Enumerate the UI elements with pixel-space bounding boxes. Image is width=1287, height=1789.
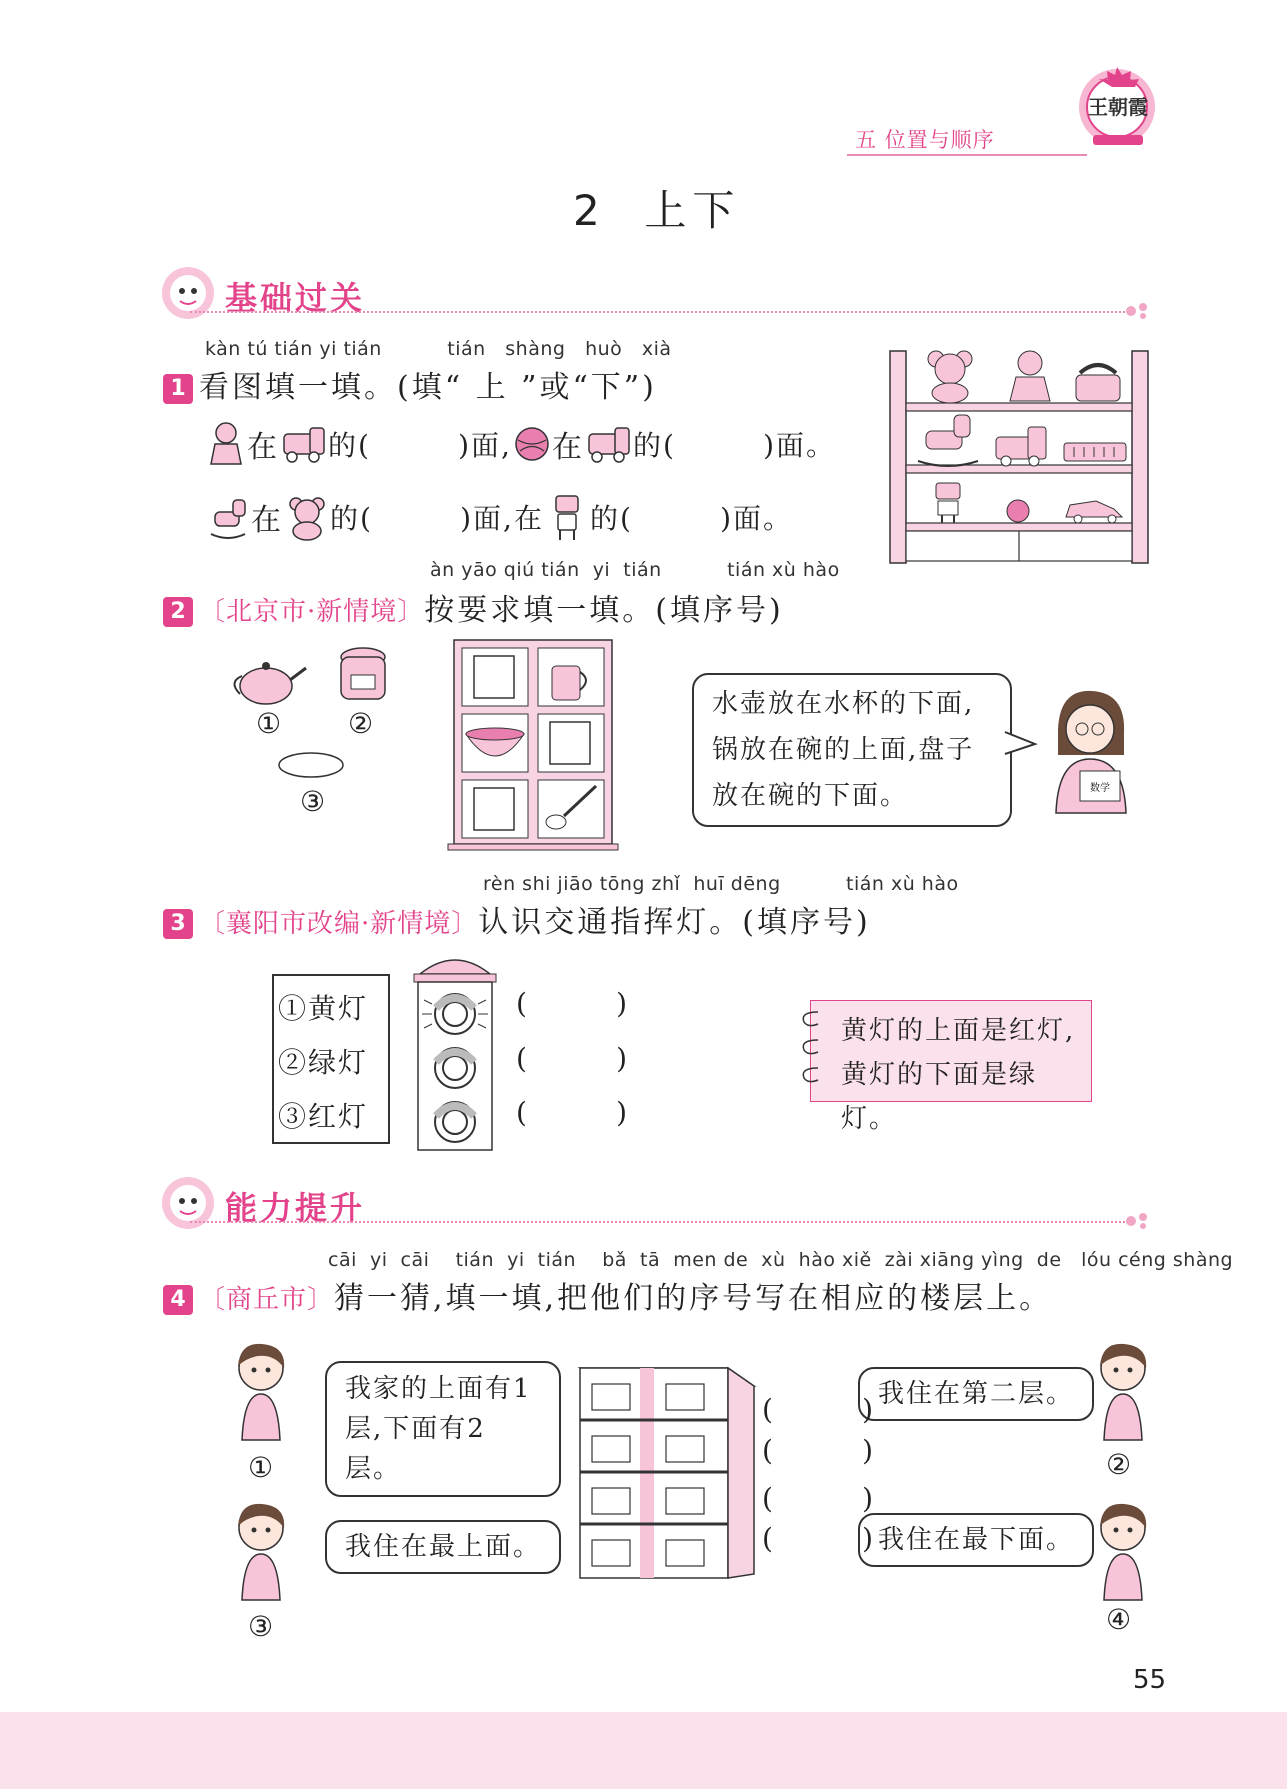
q4-label-2: ② [1106, 1448, 1132, 1481]
kettle-icon [228, 650, 308, 708]
q3-note-card: 黄灯的上面是红灯, 黄灯的下面是绿灯。 [810, 1000, 1092, 1102]
q1-text: 看图填一填。(填“ 上 ”或“下”) [199, 370, 657, 405]
girl-4-icon [1090, 1500, 1156, 1604]
q2-tag: 〔北京市·新情境〕 [199, 597, 425, 627]
q4-label-1: ① [248, 1451, 274, 1484]
q3-options-box [272, 974, 390, 1144]
option-yellow: ①黄灯 [278, 992, 369, 1025]
section-header-basic [160, 265, 1160, 325]
toy-train-icon [280, 424, 328, 464]
lesson-title: 2 上下 [573, 186, 741, 235]
telephone-shelf-icon [1076, 365, 1120, 401]
logo-text: 王朝霞 [1088, 95, 1148, 119]
q3-text: 认识交通指挥灯。(填序号) [478, 905, 871, 940]
robot-icon [544, 492, 590, 542]
logo-seal [1075, 65, 1160, 150]
q4-bubble-3: 我住在最上面。 [325, 1520, 561, 1574]
q4-bubble-2: 我住在第二层。 [858, 1367, 1094, 1421]
q1-pinyin: kàn tú tián yi tián tián shàng huò xià [205, 338, 672, 360]
rocking-horse-shelf-icon [918, 415, 978, 466]
teddy-bear-icon [284, 494, 330, 540]
q4-pinyin: cāi yi cāi tián yi tián bǎ tā men de xù hào xiě zài xiāng yìng de lóu céng shàng [328, 1249, 1234, 1271]
section-title: 基础过关 [225, 279, 366, 317]
q2-teacher-bubble: 水壶放在水杯的下面, 锅放在碗的上面,盘子 放在碗的下面。 [692, 673, 1012, 827]
section-header-advanced [160, 1175, 1160, 1235]
header-chapter: 五 位置与顺序 [855, 124, 1115, 154]
robot-shelf-icon [936, 483, 960, 523]
traffic-light-icon [410, 952, 500, 1156]
teacher-icon [1040, 685, 1140, 815]
q3-prompt [163, 897, 871, 941]
q3-number: 3 [163, 909, 193, 939]
q1-prompt [163, 362, 657, 406]
girl-3-icon [228, 1500, 294, 1604]
section-title: 能力提升 [225, 1189, 366, 1227]
doll-shelf-icon [1010, 351, 1050, 401]
q3-blank-3[interactable]: ( ) [516, 1096, 630, 1129]
svg-text:数学: 数学 [1090, 783, 1110, 794]
q4-floor-blank-3[interactable]: ( ) [762, 1434, 876, 1467]
q2-label-1: ① [256, 707, 282, 740]
keyboard-shelf-icon [1064, 443, 1126, 461]
q1-number: 1 [163, 374, 193, 404]
q3-pinyin: rèn shi jiāo tōng zhǐ huī dēng tián xù hào [483, 873, 959, 895]
q4-tag: 〔商丘市〕 [199, 1285, 335, 1315]
q3-blank-2[interactable]: ( ) [516, 1042, 630, 1075]
q2-number: 2 [163, 597, 193, 627]
girl-1-icon [228, 1340, 294, 1444]
toy-train-icon-2 [585, 424, 633, 464]
rice-cooker-icon [335, 645, 391, 707]
toy-train-shelf-icon [996, 427, 1046, 466]
q4-floor-blank-4[interactable]: ( ) [762, 1393, 876, 1426]
toy-shelf-illustration [888, 343, 1160, 565]
q3-blank-1[interactable]: ( ) [516, 987, 630, 1020]
teddy-bear-shelf-icon [928, 351, 972, 403]
ball-shelf-icon [1007, 500, 1029, 522]
q2-label-2: ② [348, 707, 374, 740]
light-middle [435, 1048, 475, 1088]
q2-text: 按要求填一填。(填序号) [424, 593, 784, 628]
light-bottom [435, 1102, 475, 1142]
q4-number: 4 [163, 1285, 193, 1315]
q4-floor-blank-2[interactable]: ( ) [762, 1482, 876, 1515]
q1-line1: 在 的( )面, 在 的( )面。 [205, 420, 836, 468]
q4-label-4: ④ [1106, 1603, 1132, 1636]
rocking-horse-icon [205, 494, 251, 540]
q2-prompt [163, 585, 784, 629]
dots-decoration-icon [1125, 1211, 1155, 1231]
q4-label-3: ③ [248, 1610, 274, 1643]
q3-tag: 〔襄阳市改编·新情境〕 [199, 909, 479, 939]
q4-bubble-1: 我家的上面有1 层,下面有2层。 [325, 1361, 561, 1497]
q4-text: 猜一猜,填一填,把他们的序号写在相应的楼层上。 [334, 1281, 1053, 1316]
doll-icon [205, 420, 247, 468]
page-number: 55 [1133, 1665, 1167, 1695]
dots-decoration-icon [1125, 301, 1155, 321]
q4-floor-blank-1[interactable]: ( ) [762, 1522, 876, 1555]
ball-icon [512, 424, 552, 464]
plate-icon [276, 750, 346, 780]
spiral-binding-icon [798, 1000, 826, 1102]
q4-prompt [163, 1273, 1052, 1317]
boy-2-icon [1090, 1340, 1156, 1444]
q1-line2: 在 的( )面,在 的( )面。 [205, 492, 793, 542]
q2-label-3: ③ [300, 785, 326, 818]
option-green: ②绿灯 [278, 1046, 369, 1079]
apartment-building-illustration [578, 1362, 758, 1580]
cabinet-illustration [452, 638, 614, 850]
footer-band [0, 1712, 1287, 1789]
bubble-tail-icon [1005, 728, 1037, 758]
option-red: ③红灯 [278, 1100, 369, 1133]
toy-car-shelf-icon [1066, 501, 1122, 523]
q2-pinyin: àn yāo qiú tián yi tián tián xù hào [430, 559, 840, 581]
q4-bubble-4: 我住在最下面。 [858, 1513, 1094, 1567]
